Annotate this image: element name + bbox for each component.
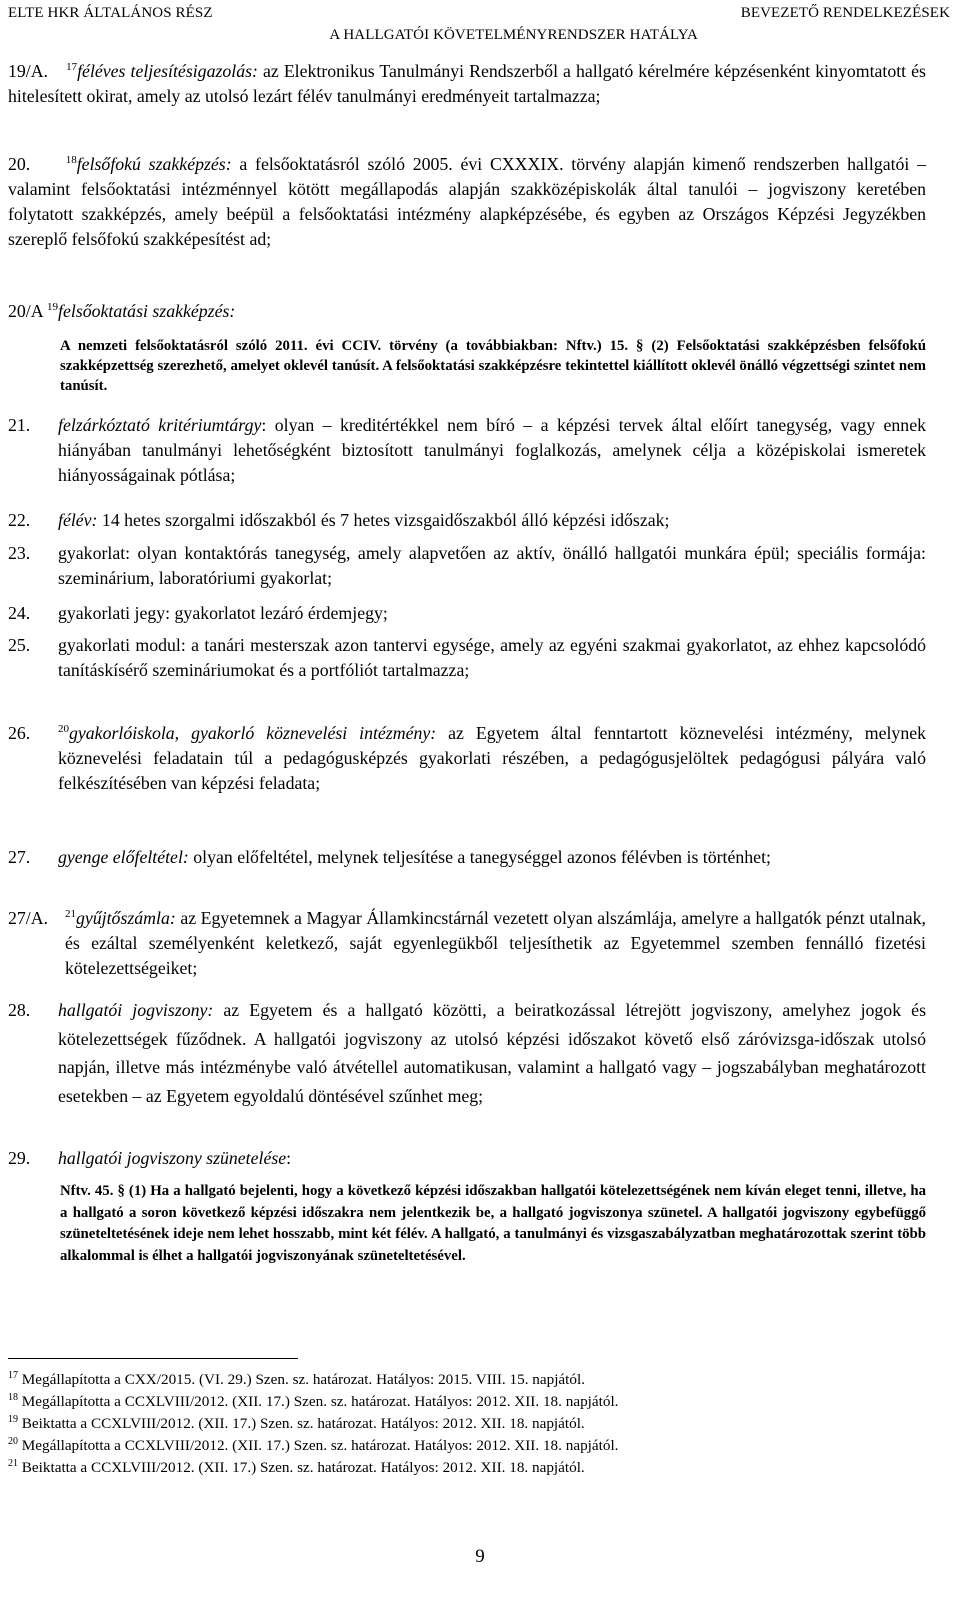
entry-number: 21. [8,415,31,435]
footnote-18 [8,1391,926,1413]
header-right-line2: A HALLGATÓI KÖVETELMÉNYRENDSZER HATÁLYA [329,27,698,43]
legal-quote-nftv-15: A nemzeti felsőoktatásról szóló 2011. évi CCIV. törvény (a továbbiakban: Nftv.) 15. § (2) Felsőoktatási szakképzésben felsőfokú szakképzettség szerezhető, amelyet oklevél tanúsít. A felsőoktatási szakképzésre tekintettel kiállított oklevél önálló végzettségi szintet nem tanúsít. [60,338,926,394]
term: gyenge előfeltétel: [58,847,189,867]
footnotes [8,1369,926,1479]
entry-number: 25. [8,635,31,655]
footnote-ref: 18 [65,154,77,167]
definition-text: gyakorlati jegy: gyakorlatot lezáró érdemjegy; [58,603,388,623]
entry-number: 19/A. [8,61,49,81]
entry-number: 27. [8,847,31,867]
footnote-text: Megállapította a CXX/2015. (VI. 29.) Szen. sz. határozat. Hatályos: 2015. VIII. 15. napjától. [18,1371,586,1388]
footnote-21 [8,1457,926,1479]
footnote-number: 17 [8,1369,18,1381]
term: félév: [58,510,98,530]
legal-quote-nftv-45: Nftv. 45. § (1) Ha a hallgató bejelenti, hogy a következő képzési időszakban hallgatói kötelezettségének nem kíván eleget tenni, illetve, ha a hallgató a soron következő képzési időszakra nem jelentkezik be, a hallgató jogviszonya szünetel. A hallgatói jogviszony egybefüggő szüneteltetésének ideje nem lehet hosszabb, mint két félév. A hallgató, a tanulmányi és vizsgaszabályzatban meghatározottak szerint több alkalommal is élhet a hallgatói jogviszonyának szüneteltetésével. [60,1183,926,1264]
definition-19a [8,59,926,109]
term: féléves teljesítésigazolás: [77,61,258,81]
definition-text: az Egyetemnek a Magyar Államkincstárnál vezetett olyan alszámlája, amelyre a hallgatók pénzt utalnak, és ezáltal személyenként keletkező, saját egyenlegükből teljesíthetik az Egyetemmel szemben fennálló fizetési kötelezettségeiket; [65,908,926,978]
definition-20a [8,299,926,324]
definition-text: olyan előfeltétel, melynek teljesítése a tanegységgel azonos félévben is történhet; [188,847,771,867]
definition-text: az Elektronikus Tanulmányi Rendszerből a hallgató kérelmére képzésenként kinyomtatott és hitelesített okirat, amely az utolsó lezárt félév tanulmányi eredményeit tartalmazza; [8,61,926,106]
page-number: 9 [475,1546,485,1567]
running-header [0,5,960,49]
definition-27a [8,906,926,981]
definition-20 [8,152,926,252]
footnote-number: 18 [8,1391,18,1403]
entry-number: 22. [8,510,31,530]
definition-24 [8,601,926,626]
entry-number: 20/A [8,301,43,321]
footnote-number: 21 [8,1457,18,1469]
footnote-text: Beiktatta a CCXLVIII/2012. (XII. 17.) Szen. sz. határozat. Hatályos: 2012. XII. 18. napjától. [18,1459,585,1476]
definition-21 [8,413,926,488]
entry-number: 27/A. [8,908,49,928]
definition-text: az Egyetem által fenntartott köznevelési intézmény, melynek köznevelési feladatain túl a pedagógusképzés gyakorlati részében, a pedagógusjelöltek pedagógusi pályára való felkészítésében van képzési feladata; [58,723,926,793]
entry-number: 24. [8,603,31,623]
term: hallgatói jogviszony szünetelése [58,1148,287,1168]
definition-text: gyakorlat: olyan kontaktórás tanegység, amely alapvetően az aktív, önálló hallgatói munkára épül; speciális formája: szeminárium, laboratóriumi gyakorlat; [58,543,926,588]
footnote-ref: 21 [65,908,76,921]
entry-number: 28. [8,1000,31,1020]
term: felsőfokú szakképzés: [76,154,232,174]
entry-number: 20. [8,154,31,174]
definition-text: a felsőoktatásról szóló 2005. évi CXXXIX. törvény alapján kimenő rendszerben hallgatói – valamint felsőoktatási intézménnyel kötött megállapodás alapján szakközépiskolák által tanulói – jogviszony keretében folytatott szakképzés, amely beépül a felsőoktatási intézmény alapképzésébe, és egyben az Országos Képzési Jegyzékben szereplő felsőfokú szakképesítést ad; [8,154,927,249]
definition-text: : olyan – kreditértékkel nem bíró – a képzési tervek által előírt tanegység, vagy ennek hiányában tanulmányi lehetőségként biztosított tanulmányi foglalkozás, amelynek célja a középiskolai ismeretek hiányosságainak pótlása; [58,415,926,485]
footnote-ref: 17 [66,61,78,74]
header-right-line1: BEVEZETŐ RENDELKEZÉSEK [740,5,950,21]
definition-28 [8,996,926,1110]
definition-22 [8,508,926,533]
definition-text: 14 hetes szorgalmi időszakból és 7 hetes vizsgaidőszakból álló képzési időszak; [97,510,670,530]
definition-text: : [286,1148,292,1168]
definition-25 [8,633,926,683]
definition-29 [8,1146,926,1171]
footnote-19 [8,1413,926,1435]
footnote-number: 20 [8,1435,18,1447]
term: felsőoktatási szakképzés: [58,301,236,321]
entry-number: 23. [8,543,31,563]
footnote-text: Megállapította a CCXLVIII/2012. (XII. 17.) Szen. sz. határozat. Hatályos: 2012. XII. 18. napjától. [18,1393,619,1410]
term: gyűjtőszámla: [76,908,176,928]
footnote-text: Beiktatta a CCXLVIII/2012. (XII. 17.) Szen. sz. határozat. Hatályos: 2012. XII. 18. napjától. [18,1415,585,1432]
definition-text: az Egyetem és a hallgató közötti, a beiratkozással létrejött jogviszony, amelyhez jogok és kötelezettségek fűződnek. A hallgatói jogviszony az utolsó képzési időszakot követő első záróvizsga-időszak utolsó napján, illetve más intézménybe való átvétellel automatikusan, valamint a hallgató vagy – jogszabályban meghatározott esetekben – az Egyetem egyoldalú döntésével szűnhet meg; [58,1000,926,1106]
footnote-separator [8,1358,298,1359]
footnote-number: 19 [8,1413,18,1425]
definition-text: gyakorlati modul: a tanári mesterszak azon tantervi egysége, amely az egyéni szakmai gyakorlatot, az ehhez kapcsolódó tanításkísérő szemináriumokat és a portfóliót tartalmazza; [58,635,926,680]
footnote-ref: 20 [58,723,69,736]
footnote-17 [8,1369,926,1391]
definition-26 [8,721,926,796]
definition-23 [8,541,926,591]
entry-number: 26. [8,723,31,743]
footnote-text: Megállapította a CCXLVIII/2012. (XII. 17.) Szen. sz. határozat. Hatályos: 2012. XII. 18. napjától. [18,1437,619,1454]
term: felzárkóztató kritériumtárgy [58,415,262,435]
term: hallgatói jogviszony: [58,1000,214,1020]
footnote-20 [8,1435,926,1457]
term: gyakorlóiskola, gyakorló köznevelési intézmény: [69,723,437,743]
entry-number: 29. [8,1148,31,1168]
definition-27 [8,845,926,870]
header-left: ELTE HKR ÁLTALÁNOS RÉSZ [8,5,213,21]
footnote-ref: 19 [47,301,59,314]
